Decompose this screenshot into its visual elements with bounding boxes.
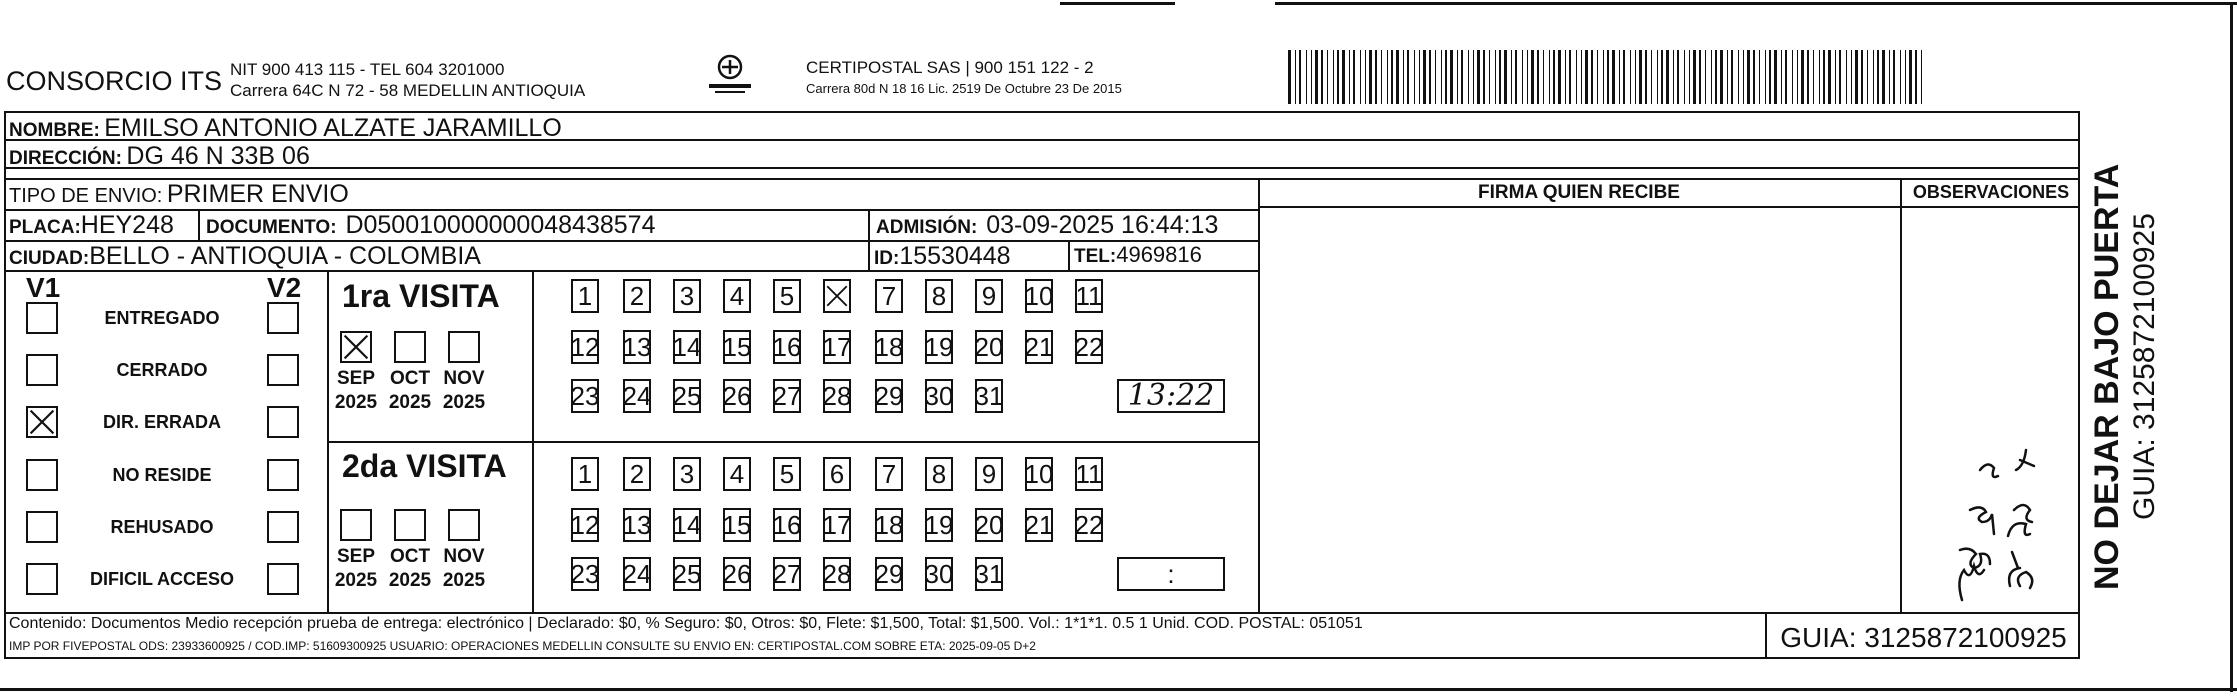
day-box[interactable]: 28 bbox=[822, 381, 852, 411]
side-guia: GUIA: 3125872100925 bbox=[2128, 213, 2161, 520]
day-box[interactable]: 6 bbox=[823, 457, 851, 491]
plate: HEY248 bbox=[80, 211, 174, 239]
status-option-label: DIR. ERRADA bbox=[102, 412, 221, 432]
v1-checkbox[interactable] bbox=[26, 563, 58, 595]
status-option-label: ENTREGADO bbox=[104, 308, 220, 328]
month-label: SEP 2025 bbox=[334, 546, 378, 591]
day-box[interactable]: 17 bbox=[822, 510, 852, 540]
tel-label: TEL: bbox=[1074, 246, 1117, 267]
day-box[interactable]: 3 bbox=[673, 457, 701, 491]
month-label: OCT 2025 bbox=[388, 368, 432, 413]
day-box[interactable]: 14 bbox=[672, 510, 702, 540]
day-box[interactable]: 8 bbox=[925, 457, 953, 491]
bottom-border-line bbox=[0, 688, 2237, 691]
address-label: DIRECCIÓN: bbox=[9, 148, 122, 169]
visit-time-box[interactable]: 13:22 bbox=[1117, 379, 1225, 413]
status-option-label: REHUSADO bbox=[110, 517, 214, 537]
day-box[interactable]: 13 bbox=[622, 332, 652, 362]
day-box[interactable]: 21 bbox=[1024, 510, 1054, 540]
certipostal-address: Carrera 80d N 18 16 Lic. 2519 De Octubre 23 De 2015 bbox=[806, 81, 1122, 96]
visit-time-box[interactable]: : bbox=[1117, 557, 1225, 591]
day-box[interactable]: 20 bbox=[974, 332, 1004, 362]
right-border-line bbox=[2230, 2, 2233, 692]
certipostal-logo bbox=[705, 52, 755, 100]
day-box[interactable]: 7 bbox=[875, 457, 903, 491]
month-label: OCT 2025 bbox=[388, 546, 432, 591]
v2-label: V2 bbox=[267, 272, 302, 303]
day-box[interactable]: 3 bbox=[673, 279, 701, 313]
month-checkbox[interactable] bbox=[448, 509, 480, 541]
v2-checkbox[interactable] bbox=[267, 302, 299, 334]
day-box[interactable]: 20 bbox=[974, 510, 1004, 540]
status-option-label: DIFICIL ACCESO bbox=[89, 569, 234, 589]
v2-checkbox[interactable] bbox=[267, 563, 299, 595]
company-address: Carrera 64C N 72 - 58 MEDELLIN ANTIOQUIA bbox=[230, 81, 586, 100]
day-box[interactable]: 29 bbox=[874, 559, 904, 589]
day-box[interactable]: 10 bbox=[1024, 459, 1054, 489]
day-box[interactable]: 1 bbox=[571, 457, 599, 491]
side-warning: NO DEJAR BAJO PUERTA bbox=[2088, 163, 2126, 590]
month-checkbox[interactable] bbox=[394, 331, 426, 363]
day-box[interactable]: 14 bbox=[672, 332, 702, 362]
day-box[interactable]: 9 bbox=[975, 457, 1003, 491]
document-number: D050010000000048438574 bbox=[345, 211, 656, 239]
certipostal-info: CERTIPOSTAL SAS | 900 151 122 - 2 bbox=[806, 58, 1094, 77]
day-box[interactable]: 18 bbox=[874, 510, 904, 540]
v2-checkbox[interactable] bbox=[267, 511, 299, 543]
month-checkbox[interactable] bbox=[340, 331, 372, 363]
day-box[interactable]: 4 bbox=[723, 279, 751, 313]
day-box[interactable]: 23 bbox=[570, 559, 600, 589]
day-box[interactable]: 18 bbox=[874, 332, 904, 362]
v2-checkbox[interactable] bbox=[267, 459, 299, 491]
day-box[interactable]: 19 bbox=[924, 510, 954, 540]
recipient-address: DG 46 N 33B 06 bbox=[126, 142, 310, 170]
send-type-label: TIPO DE ENVIO: bbox=[9, 185, 163, 207]
day-box[interactable]: 4 bbox=[723, 457, 751, 491]
company-name: CONSORCIO ITS bbox=[6, 66, 223, 96]
v1-checkbox[interactable] bbox=[26, 511, 58, 543]
v2-checkbox[interactable] bbox=[267, 354, 299, 386]
day-box[interactable]: 31 bbox=[974, 381, 1004, 411]
status-option-label: NO RESIDE bbox=[112, 465, 212, 485]
day-box[interactable]: 11 bbox=[1075, 281, 1103, 311]
day-box[interactable]: 9 bbox=[975, 279, 1003, 313]
tel: 4969816 bbox=[1116, 242, 1202, 267]
day-box[interactable]: 5 bbox=[773, 279, 801, 313]
month-checkbox[interactable] bbox=[394, 509, 426, 541]
day-box[interactable]: 24 bbox=[622, 381, 652, 411]
day-box[interactable]: 16 bbox=[772, 332, 802, 362]
id-label: ID: bbox=[874, 248, 900, 269]
v2-checkbox[interactable] bbox=[267, 406, 299, 438]
day-box[interactable]: 21 bbox=[1024, 332, 1054, 362]
day-box[interactable]: 26 bbox=[722, 559, 752, 589]
observation-handwriting bbox=[1940, 360, 2080, 610]
footer-imp-line: IMP POR FIVEPOSTAL ODS: 23933600925 / COD.IMP: 51609300925 USUARIO: OPERACIONES MEDELLIN CONSULTE SU ENVIO EN: CERTIPOSTAL.COM SOBRE ETA: 2025-09-05 D+2 bbox=[9, 639, 1036, 653]
day-box[interactable]: 23 bbox=[570, 381, 600, 411]
day-box[interactable]: 22 bbox=[1074, 510, 1104, 540]
recipient-id: 15530448 bbox=[899, 242, 1011, 270]
v1-checkbox[interactable] bbox=[26, 459, 58, 491]
send-type: PRIMER ENVIO bbox=[166, 180, 349, 208]
month-label: NOV 2025 bbox=[442, 368, 486, 413]
day-box[interactable]: 30 bbox=[924, 559, 954, 589]
month-checkbox[interactable] bbox=[340, 509, 372, 541]
status-option-label: CERRADO bbox=[116, 360, 208, 380]
day-box[interactable]: 16 bbox=[772, 510, 802, 540]
admission-date: 03-09-2025 16:44:13 bbox=[986, 211, 1219, 239]
city-label: CIUDAD: bbox=[9, 248, 90, 269]
barcode bbox=[1288, 50, 1928, 104]
day-box[interactable]: 7 bbox=[875, 279, 903, 313]
day-box[interactable]: 11 bbox=[1075, 459, 1103, 489]
day-box[interactable]: 17 bbox=[822, 332, 852, 362]
day-box[interactable]: 26 bbox=[722, 381, 752, 411]
day-box[interactable]: 12 bbox=[570, 510, 600, 540]
day-box[interactable]: 5 bbox=[773, 457, 801, 491]
v1-checkbox[interactable] bbox=[26, 406, 58, 438]
day-box[interactable]: 12 bbox=[570, 332, 600, 362]
day-box[interactable]: 27 bbox=[772, 381, 802, 411]
visit1-title: 1ra VISITA bbox=[342, 278, 500, 314]
footer-contents: Contenido: Documentos Medio recepción prueba de entrega: electrónico | Declarado: $0, % Seguro: $0, Otros: $0, Flete: $1,500, Total: $1,500. Vol.: 1*1*1. 0.5 1 Unid. COD. POSTAL: 051051 bbox=[9, 615, 1363, 632]
day-box[interactable]: 25 bbox=[672, 559, 702, 589]
day-box[interactable]: 29 bbox=[874, 381, 904, 411]
name-label: NOMBRE: bbox=[9, 120, 100, 141]
company-nit: NIT 900 413 115 - TEL 604 3201000 bbox=[230, 60, 505, 79]
signature-label: FIRMA QUIEN RECIBE bbox=[1478, 182, 1680, 203]
month-label: NOV 2025 bbox=[442, 546, 486, 591]
day-box[interactable]: 27 bbox=[772, 559, 802, 589]
observations-label: OBSERVACIONES bbox=[1912, 182, 2070, 202]
visit2-title: 2da VISITA bbox=[342, 448, 507, 484]
day-box[interactable]: 22 bbox=[1074, 332, 1104, 362]
month-checkbox[interactable] bbox=[448, 331, 480, 363]
day-box[interactable]: 2 bbox=[623, 457, 651, 491]
day-box[interactable]: 24 bbox=[622, 559, 652, 589]
day-box[interactable]: 15 bbox=[722, 510, 752, 540]
day-box[interactable]: 28 bbox=[822, 559, 852, 589]
day-box[interactable] bbox=[823, 279, 851, 313]
city: BELLO - ANTIOQUIA - COLOMBIA bbox=[89, 242, 481, 270]
day-box[interactable]: 31 bbox=[974, 559, 1004, 589]
day-box[interactable]: 2 bbox=[623, 279, 651, 313]
day-box[interactable]: 8 bbox=[925, 279, 953, 313]
day-box[interactable]: 13 bbox=[622, 510, 652, 540]
top-mark-line bbox=[1060, 2, 1175, 5]
document-label: DOCUMENTO: bbox=[206, 217, 337, 238]
admission-label: ADMISIÓN: bbox=[876, 217, 978, 238]
top-border-line bbox=[1275, 2, 2237, 5]
recipient-name: EMILSO ANTONIO ALZATE JARAMILLO bbox=[104, 114, 562, 142]
v1-label: V1 bbox=[26, 272, 61, 303]
month-label: SEP 2025 bbox=[334, 368, 378, 413]
day-box[interactable]: 1 bbox=[571, 279, 599, 313]
v1-checkbox[interactable] bbox=[26, 302, 58, 334]
day-box[interactable]: 10 bbox=[1024, 281, 1054, 311]
day-box[interactable]: 19 bbox=[924, 332, 954, 362]
v1-checkbox[interactable] bbox=[26, 354, 58, 386]
day-box[interactable]: 15 bbox=[722, 332, 752, 362]
day-box[interactable]: 25 bbox=[672, 381, 702, 411]
footer-guia: GUIA: 3125872100925 bbox=[1780, 622, 2067, 653]
day-box[interactable]: 30 bbox=[924, 381, 954, 411]
plate-label: PLACA: bbox=[9, 217, 81, 238]
